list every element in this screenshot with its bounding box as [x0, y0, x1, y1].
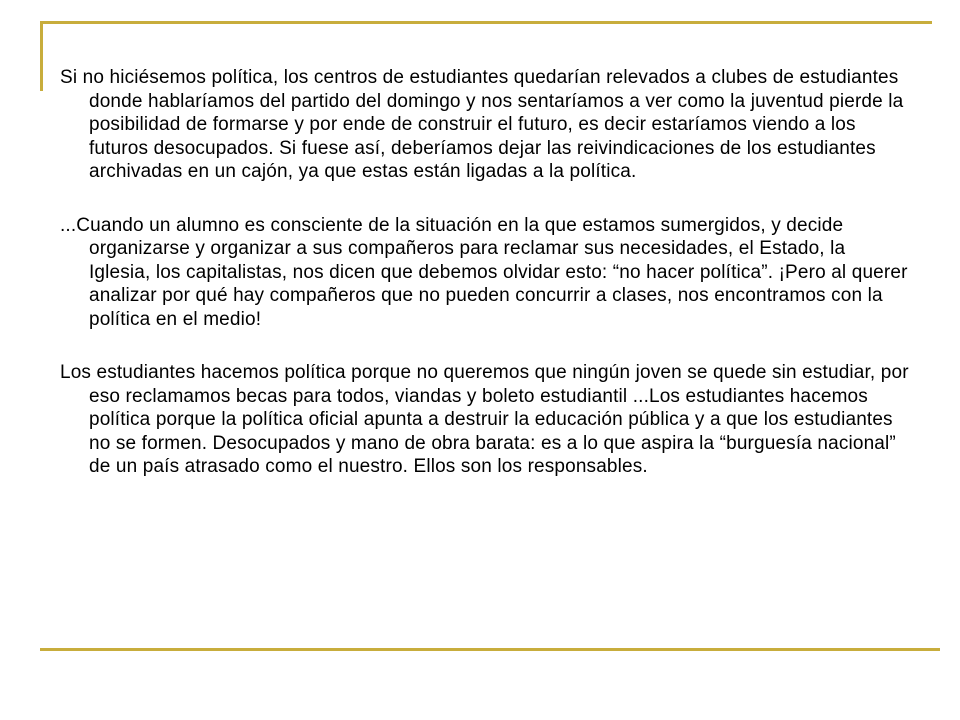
left-accent-line [40, 21, 43, 91]
slide-body [60, 66, 910, 509]
bottom-accent-line [40, 648, 940, 651]
paragraph-politica-centros: Si no hiciésemos política, los centros de estudiantes quedarían relevados a clubes de estudiantes donde hablaríamos del partido del domingo y nos sentaríamos a ver como la juventud pierde la posibilidad de formarse y por ende de construir el futuro, es decir estaríamos viendo a los futuros desocupados. Si fuese así, deberíamos dejar las reivindicaciones de los estudiantes archivadas en un cajón, ya que estas están ligadas a la política. [60, 67, 904, 182]
paragraph-estudiantes-hacemos-politica: Los estudiantes hacemos política porque no queremos que ningún joven se quede sin estudiar, por eso reclamamos becas para todos, viandas y boleto estudiantil ...Los estudiantes hacemos política porque la política oficial apunta a destruir la educación pública y a que los estudiantes no se formen. Desocupados y mano de obra barata: es a lo que aspira la “burguesía nacional” de un país atrasado como el nuestro. Ellos son los responsables. [60, 362, 909, 477]
paragraph-alumno-consciente: ...Cuando un alumno es consciente de la situación en la que estamos sumergidos, y decide organizarse y organizar a sus compañeros para reclamar sus necesidades, el Estado, la Iglesia, los capitalistas, nos dicen que debemos olvidar esto: “no hacer política”. ¡Pero al querer analizar por qué hay compañeros que no pueden concurrir a clases, nos encontramos con la política en el medio! [60, 214, 908, 330]
top-accent-line [40, 21, 932, 24]
